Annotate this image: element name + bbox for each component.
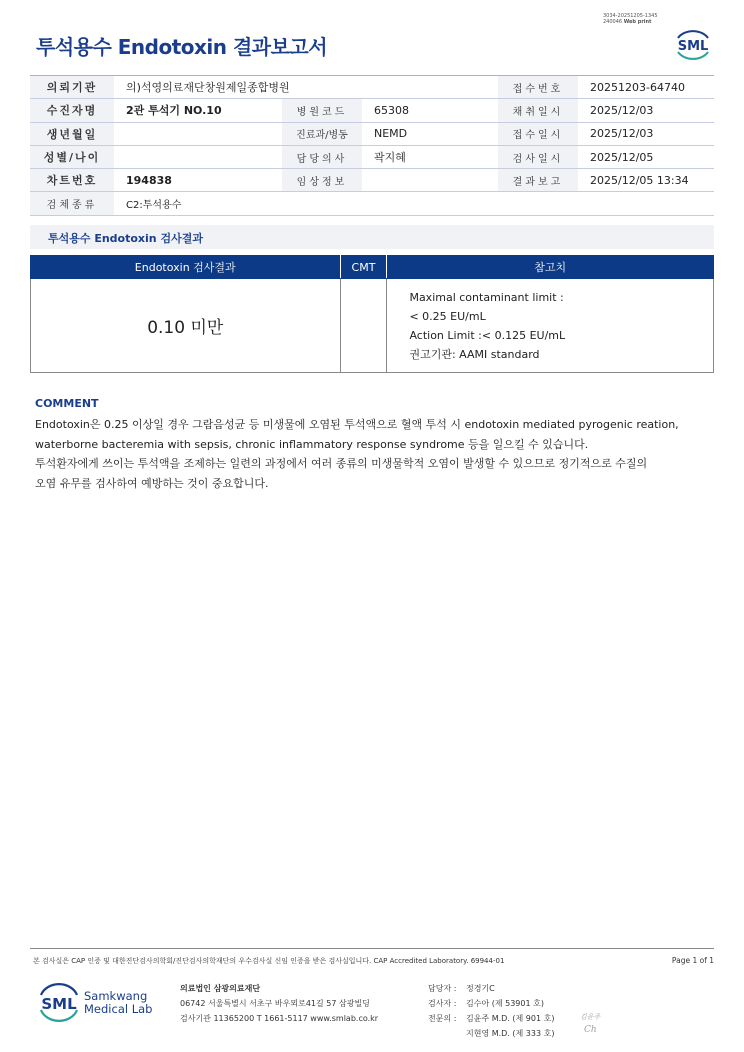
result-header-reference: 참고치 [387, 256, 714, 279]
sml-logo-text: SML [677, 39, 709, 54]
dept-value: NEMD [362, 122, 498, 145]
staff-row: 담당자 : 정경기C [428, 984, 495, 993]
test-date-label: 검사일시 [498, 145, 578, 168]
staff-list [428, 981, 554, 1041]
comment-line: 투석환자에게 쓰이는 투석액을 조제하는 일련의 과정에서 여러 종류의 미생물학적 오염이 발생할 수 있으므로 정기적으로 수질의 [35, 457, 648, 470]
sml-footer-logo-text: SML [41, 995, 77, 1013]
reference-line: Action Limit :< 0.125 EU/mL [409, 328, 566, 342]
reference-cell [387, 279, 714, 373]
test-date-value: 2025/12/05 [578, 145, 714, 168]
dept-label: 진료과/병동 [282, 122, 362, 145]
report-date-label: 결과보고 [498, 169, 578, 192]
collect-date-label: 채취일시 [498, 99, 578, 122]
signature: 김윤주 [580, 1013, 601, 1021]
staff-row: 지현영 M.D. (제 333 호) [466, 1029, 555, 1038]
chart-no-label: 차트번호 [30, 169, 114, 192]
hospital-code-value: 65308 [362, 99, 498, 122]
info-row [30, 122, 714, 145]
collect-date-value: 2025/12/03 [578, 99, 714, 122]
print-stamp-line2: 240046 Web print [603, 19, 652, 25]
brand-name [84, 990, 152, 1016]
hospital-code-label: 병원코드 [282, 99, 362, 122]
info-row [30, 169, 714, 192]
result-header-row [31, 256, 714, 279]
result-table [30, 255, 714, 373]
birth-label: 생년월일 [30, 122, 114, 145]
chart-no-value: 194838 [114, 169, 282, 192]
receipt-no-value: 20251203-64740 [578, 76, 714, 99]
requesting-org-value: 의)석영의료재단창원제일종합병원 [114, 76, 498, 99]
report-title: 투석용수 Endotoxin 결과보고서 [36, 35, 328, 59]
staff-row: 검사자 : 김수아 (제 53901 호) [428, 999, 544, 1008]
reference-line: < 0.25 EU/mL [409, 309, 486, 323]
clinical-info-value [362, 169, 498, 192]
sml-logo [672, 26, 714, 62]
result-header-endotoxin: Endotoxin 검사결과 [31, 256, 341, 279]
brand-line: Samkwang [84, 989, 148, 1003]
sex-age-value [114, 145, 282, 168]
sml-footer-logo [36, 980, 82, 1024]
result-header-cmt: CMT [340, 256, 387, 279]
signature: Ch [584, 1025, 597, 1035]
cmt-value [340, 279, 387, 373]
specimen-value: C2:투석용수 [114, 192, 714, 215]
doctor-label: 담당의사 [282, 145, 362, 168]
birth-value [114, 122, 282, 145]
org-contact: 검사기관 11365200 T 1661-5117 www.smlab.co.kr [180, 1014, 379, 1023]
info-row [30, 76, 714, 99]
info-row [30, 192, 714, 215]
requesting-org-label: 의뢰기관 [30, 76, 114, 99]
result-row [31, 279, 714, 373]
comment-title: COMMENT [35, 397, 99, 410]
org-address: 06742 서울특별시 서초구 바우뫼로41길 57 삼광빌딩 [180, 999, 370, 1008]
comment-line: 오염 유무를 검사하여 예방하는 것이 중요합니다. [35, 476, 269, 490]
comment-line: waterborne bacteremia with sepsis, chronic inflammatory response syndrome 등을 일으킬 수 있습니다. [35, 437, 589, 451]
comment-body [35, 415, 715, 493]
page-number: Page 1 of 1 [671, 956, 714, 965]
specimen-label: 검체종류 [30, 192, 114, 215]
doctor-value: 곽지혜 [362, 145, 498, 168]
receipt-no-label: 접수번호 [498, 76, 578, 99]
section-title: 투석용수 Endotoxin 검사결과 [30, 225, 714, 249]
certification-note: 본 검사실은 CAP 인증 및 대한진단검사의학회/진단검사의학재단의 우수검사실 신임 인증을 받은 검사실입니다. CAP Accredited Laboratory. 69944-01 [33, 957, 505, 965]
patient-label: 수진자명 [30, 99, 114, 122]
clinical-info-label: 임상정보 [282, 169, 362, 192]
sex-age-label: 성별/나이 [30, 145, 114, 168]
comment-line: Endotoxin은 0.25 이상일 경우 그람음성균 등 미생물에 오염된 투석액으로 혈액 투석 시 endotoxin mediated pyrogenic reation, [35, 418, 679, 431]
footer-divider [30, 948, 714, 949]
receipt-date-label: 접수일시 [498, 122, 578, 145]
endotoxin-result-value: 0.10 미만 [31, 279, 341, 373]
reference-line: Maximal contaminant limit : [409, 290, 564, 304]
info-row [30, 145, 714, 168]
reference-line: 권고기관: AAMI standard [409, 347, 540, 361]
report-date-value: 2025/12/05 13:34 [578, 169, 714, 192]
receipt-date-value: 2025/12/03 [578, 122, 714, 145]
staff-row: 전문의 : 김윤주 M.D. (제 901 호) [428, 1014, 555, 1023]
info-row [30, 99, 714, 122]
org-name: 의료법인 삼광의료재단 [180, 984, 261, 993]
brand-line: Medical Lab [84, 1002, 153, 1016]
patient-info-table [30, 75, 714, 216]
print-stamp [603, 13, 658, 25]
patient-value: 2관 투석기 NO.10 [114, 99, 282, 122]
print-stamp-line1: 3034-20251205-1345 [603, 13, 658, 19]
organization-info [180, 981, 378, 1026]
